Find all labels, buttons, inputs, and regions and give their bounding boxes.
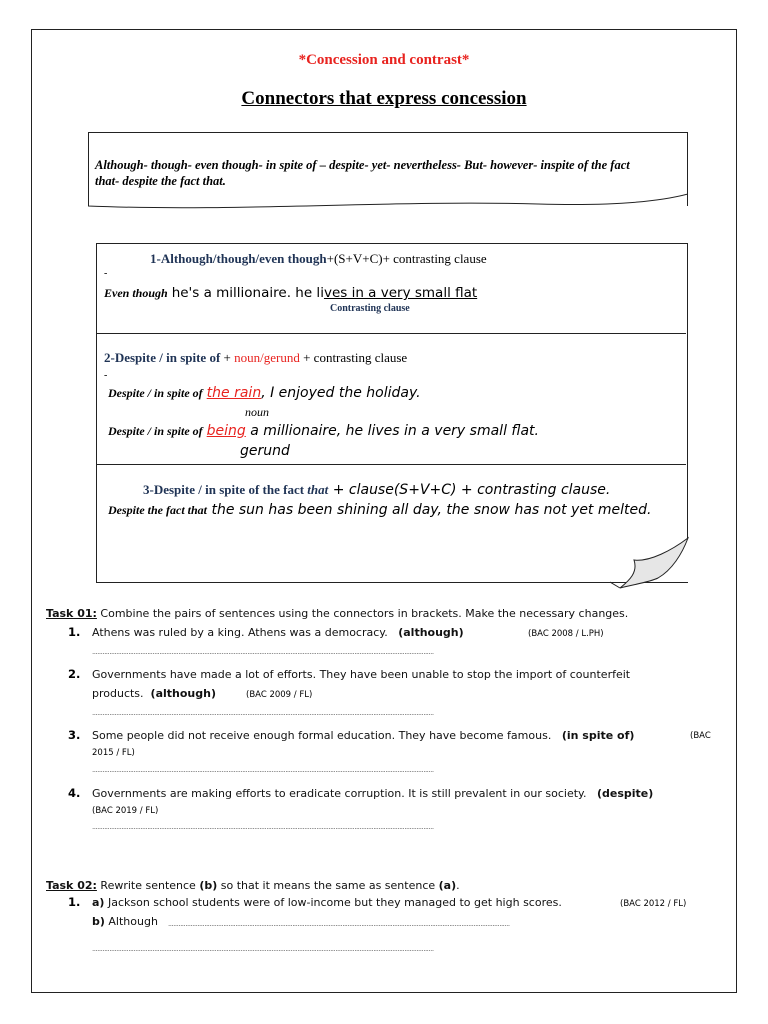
task-2-text: so that it means the same as sentence	[217, 879, 439, 892]
task-1-item-number: 2.	[68, 667, 81, 681]
item-sentence: Some people did not receive enough formal education. They have become famous.	[92, 729, 552, 742]
rule-2-example-1-connector: Despite / in spite of	[108, 386, 203, 400]
rule-2-noun-gerund: noun/gerund	[234, 350, 300, 365]
answer-line[interactable]: ......................................................................................................................................................................................................	[92, 945, 434, 953]
box-curl-decoration	[88, 190, 688, 210]
rule-3-example-connector: Despite the fact that	[108, 503, 207, 517]
rule-3-heading	[143, 481, 610, 499]
rule-1-example	[104, 284, 477, 302]
item-reference: (BAC 2009 / FL)	[246, 690, 313, 700]
page-curl-decoration	[610, 530, 690, 592]
page-title: Connectors that express concession	[241, 88, 527, 109]
rule-3-structure: + clause(S+V+C) + contrasting clause.	[328, 482, 611, 498]
item-connector: (although)	[150, 687, 216, 700]
sentence-a-label: a)	[92, 896, 105, 909]
rule-2-plus: +	[220, 350, 235, 365]
task-2-sentence-b-line	[92, 915, 158, 928]
noun-label: noun	[245, 405, 269, 419]
rule-1-example-underlined: ves in a very small flat	[323, 285, 478, 301]
bullet-mark: -	[104, 370, 108, 381]
item-reference: (BAC	[690, 731, 711, 741]
rule-3-example-text: the sun has been shining all day, the snow has not yet melted.	[207, 502, 652, 518]
task-2-text: Rewrite sentence	[96, 879, 200, 892]
item-sentence: Governments are making efforts to eradicate corruption. It is still prevalent in our society.	[92, 787, 587, 800]
task-1-item-2-line-1: Governments have made a lot of efforts. They have been unable to stop the import of counterfeit	[92, 668, 631, 681]
connectors-list: Although- though- even though- in spite of – despite- yet- nevertheless- But- however- inspite of the fact that- despite the fact that.	[95, 158, 630, 188]
task-2-sentence-a-line	[92, 896, 562, 909]
answer-line[interactable]: ......................................................................................................................................................................................................	[168, 920, 510, 928]
item-sentence-continued: products.	[92, 687, 144, 700]
rule-2-example-2-connector: Despite / in spite of	[108, 424, 203, 438]
rule-1-heading	[150, 251, 487, 267]
task-2-sentence-b: (b)	[199, 879, 218, 892]
sentence-a-text: Jackson school students were of low-income but they managed to get high scores.	[107, 896, 562, 909]
rule-2-example-1	[108, 384, 421, 402]
rule-2-example-1-text: , I enjoyed the holiday.	[261, 385, 421, 401]
item-reference-continued: 2015 / FL)	[92, 748, 135, 758]
task-1-item-number: 4.	[68, 786, 81, 800]
rule-3-connector: Despite / in spite of the fact	[153, 482, 308, 497]
answer-line[interactable]: ......................................................................................................................................................................................................	[92, 709, 434, 717]
task-2-text: .	[456, 879, 460, 892]
task-1-item-2-line-2	[92, 687, 216, 700]
task-1-item-4	[92, 787, 653, 800]
answer-line[interactable]: ......................................................................................................................................................................................................	[92, 823, 434, 831]
rule-3-that: that	[307, 482, 329, 497]
item-connector: (in spite of)	[561, 729, 635, 742]
task-2-sentence-a: (a)	[438, 879, 457, 892]
task-2-item-number: 1.	[68, 895, 81, 909]
rule-2-example-2-text: a millionaire, he lives in a very small flat.	[245, 423, 539, 439]
item-reference: (BAC 2012 / FL)	[620, 899, 687, 909]
bullet-mark: -	[104, 268, 108, 279]
sentence-b-text: Although	[108, 915, 158, 928]
task-1-item-number: 1.	[68, 625, 81, 639]
task-1-title: Task 01:	[46, 607, 97, 620]
rule-1-structure: +(S+V+C)+ contrasting clause	[326, 251, 487, 266]
task-2-title: Task 02:	[46, 879, 97, 892]
task-1-item-number: 3.	[68, 728, 81, 742]
task-1-item-1	[92, 626, 464, 639]
divider	[96, 464, 686, 465]
task-2-instruction	[46, 879, 460, 892]
task-1-item-3	[92, 729, 634, 742]
answer-line[interactable]: ......................................................................................................................................................................................................	[92, 648, 434, 656]
topic-heading: *Concession and contrast*	[298, 52, 470, 68]
rule-2-example-2	[108, 422, 539, 440]
item-reference: (BAC 2019 / FL)	[92, 806, 159, 816]
rule-2-connector: 2-Despite / in spite of	[104, 350, 221, 365]
sentence-b-label: b)	[92, 915, 105, 928]
item-connector: (despite)	[596, 787, 654, 800]
contrasting-clause-label: Contrasting clause	[330, 303, 410, 314]
item-sentence: Athens was ruled by a king. Athens was a democracy.	[92, 626, 388, 639]
rule-1-connector: 1-Although/though/even though	[150, 251, 327, 266]
rule-1-example-connector: Even though	[104, 286, 168, 300]
item-reference: (BAC 2008 / L.PH)	[528, 629, 604, 639]
rule-1-example-text: he's a millionaire. he li	[171, 285, 324, 301]
rule-2-structure: + contrasting clause	[299, 350, 408, 365]
rule-2-example-1-noun: the rain	[206, 385, 262, 401]
rule-2-heading	[104, 350, 407, 366]
divider	[96, 333, 686, 334]
item-connector: (although)	[398, 626, 464, 639]
rule-2-example-2-gerund: being	[206, 423, 246, 439]
gerund-label: gerund	[240, 443, 290, 459]
rule-3-example	[108, 501, 651, 519]
task-1-instruction	[46, 607, 628, 620]
answer-line[interactable]: ......................................................................................................................................................................................................	[92, 766, 434, 774]
rule-3-number: 3-	[143, 482, 154, 497]
task-1-text: Combine the pairs of sentences using the connectors in brackets. Make the necessary changes.	[96, 607, 629, 620]
